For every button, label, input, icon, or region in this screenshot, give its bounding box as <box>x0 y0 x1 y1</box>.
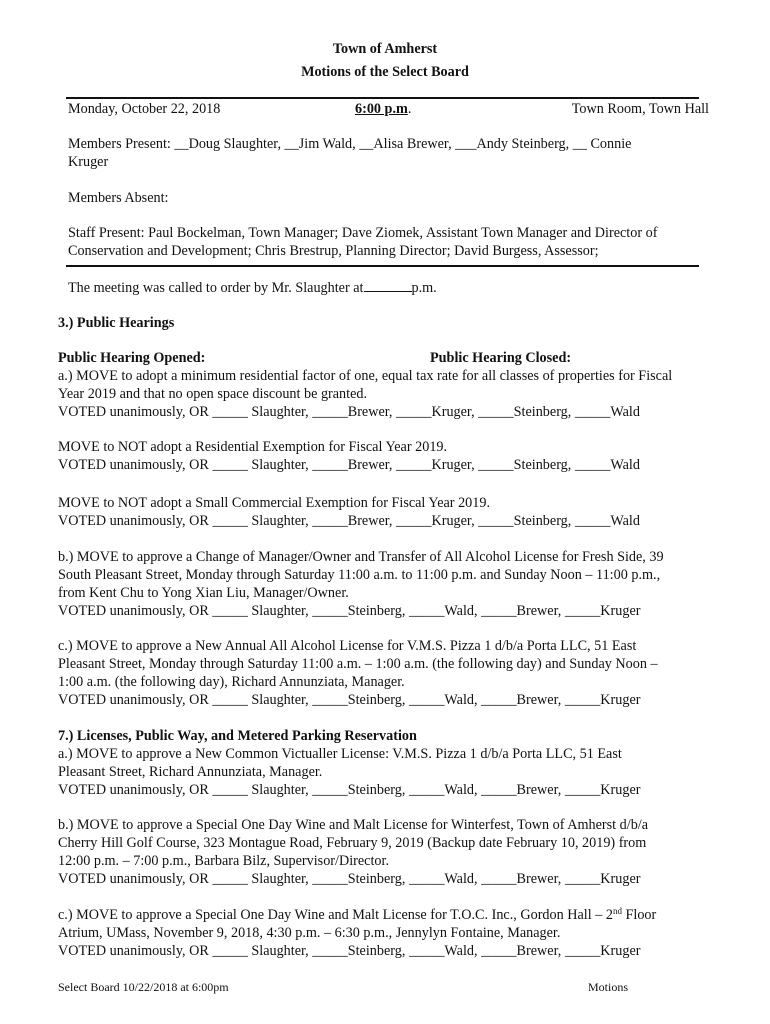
motion-commercial-exemption <box>58 494 718 530</box>
motion-line: a.) MOVE to adopt a minimum residential factor of one, equal tax rate for all classes of properties for Fiscal <box>58 368 673 384</box>
meeting-time-suffix: . <box>407 101 412 117</box>
meeting-time-value: 6:00 p.m <box>355 101 408 117</box>
called-to-order-text: The meeting was called to order by Mr. Slaughter at <box>68 280 364 296</box>
motion-line: MOVE to NOT adopt a Small Commercial Exemption for Fiscal Year 2019. <box>58 495 491 511</box>
motion-line: c.) MOVE to approve a New Annual All Alcohol License for V.M.S. Pizza 1 d/b/a Porta LLC, 51 East <box>58 638 637 654</box>
motion-7c-text-end: Floor <box>621 907 657 923</box>
vote-line: VOTED unanimously, OR _____ Slaughter, _____Brewer, _____Kruger, _____Steinberg, _____Wald <box>58 404 640 420</box>
bottom-rule <box>66 265 699 267</box>
motion-line: 12:00 p.m. – 7:00 p.m., Barbara Bilz, Supervisor/Director. <box>58 853 389 869</box>
meeting-location: Town Room, Town Hall <box>571 101 709 117</box>
motion-7b <box>58 816 718 888</box>
vote-line: VOTED unanimously, OR _____ Slaughter, _____Steinberg, _____Wald, _____Brewer, _____Kruger <box>58 943 641 959</box>
meeting-date: Monday, October 22, 2018 <box>68 101 221 117</box>
called-to-order <box>68 278 437 297</box>
motion-line: Cherry Hill Golf Course, 323 Montague Road, February 9, 2019 (Backup date February 10, 2019) from <box>58 835 647 851</box>
motion-line: b.) MOVE to approve a Change of Manager/Owner and Transfer of All Alcohol License for Fresh Side, 39 <box>58 549 664 565</box>
motion-3b <box>58 548 718 620</box>
vote-line: VOTED unanimously, OR _____ Slaughter, _____Steinberg, _____Wald, _____Brewer, _____Kruger <box>58 603 641 619</box>
motion-line: b.) MOVE to approve a Special One Day Wine and Malt License for Winterfest, Town of Amherst d/b/a <box>58 817 649 833</box>
vote-line: VOTED unanimously, OR _____ Slaughter, _____Steinberg, _____Wald, _____Brewer, _____Kruger <box>58 692 641 708</box>
staff-present-line2: Conservation and Development; Chris Brestrup, Planning Director; David Burgess, Assessor; <box>68 243 599 259</box>
motion-7c <box>58 906 718 960</box>
motion-line: from Kent Chu to Yong Xian Liu, Manager/Owner. <box>58 585 349 601</box>
members-absent: Members Absent: <box>68 190 169 206</box>
motion-7a <box>58 745 718 799</box>
motion-line: 1:00 a.m. (the following day), Richard Annunziata, Manager. <box>58 674 405 690</box>
members-present-line2: Kruger <box>68 154 109 170</box>
motion-line: Pleasant Street, Monday through Saturday 11:00 a.m. – 1:00 a.m. (the following day) and Sunday Noon – <box>58 656 658 672</box>
motion-line: MOVE to NOT adopt a Residential Exemption for Fiscal Year 2019. <box>58 439 448 455</box>
staff-present-line1: Staff Present: Paul Bockelman, Town Manager; Dave Ziomek, Assistant Town Manager and Director of <box>68 225 658 241</box>
public-hearing-closed: Public Hearing Closed: <box>430 350 572 366</box>
motion-3a <box>58 367 718 421</box>
footer-left: Select Board 10/22/2018 at 6:00pm <box>58 980 229 994</box>
top-rule <box>66 97 699 99</box>
vote-line: VOTED unanimously, OR _____ Slaughter, _____Steinberg, _____Wald, _____Brewer, _____Kruger <box>58 782 641 798</box>
called-to-order-suffix: p.m. <box>411 280 437 296</box>
document-subtitle: Motions of the Select Board <box>301 64 469 80</box>
motion-line: Atrium, UMass, November 9, 2018, 4:30 p.m. – 6:30 p.m., Jennylyn Fontaine, Manager. <box>58 925 561 941</box>
motion-line: Year 2019 and that no open space discount be granted. <box>58 386 368 402</box>
motion-line: South Pleasant Street, Monday through Saturday 11:00 a.m. to 11:00 p.m. and Sunday Noon – 11:00 p.m., <box>58 567 661 583</box>
vote-line: VOTED unanimously, OR _____ Slaughter, _____Brewer, _____Kruger, _____Steinberg, _____Wald <box>58 513 640 529</box>
meeting-time <box>355 100 411 118</box>
motion-line <box>58 906 718 924</box>
motion-line: Pleasant Street, Richard Annunziata, Manager. <box>58 764 323 780</box>
section-7-heading: 7.) Licenses, Public Way, and Metered Parking Reservation <box>58 728 417 744</box>
called-to-order-blank <box>364 278 412 292</box>
vote-line: VOTED unanimously, OR _____ Slaughter, _____Steinberg, _____Wald, _____Brewer, _____Kruger <box>58 871 641 887</box>
motion-residential-exemption <box>58 438 718 474</box>
ordinal-superscript: nd <box>612 906 622 916</box>
vote-line: VOTED unanimously, OR _____ Slaughter, _____Brewer, _____Kruger, _____Steinberg, _____Wald <box>58 457 640 473</box>
document-title: Town of Amherst <box>332 41 438 57</box>
members-present-line1: Members Present: __Doug Slaughter, __Jim Wald, __Alisa Brewer, ___Andy Steinberg, __ Connie <box>68 136 632 152</box>
footer-right: Motions <box>588 980 629 994</box>
motion-7c-text: c.) MOVE to approve a Special One Day Wine and Malt License for T.O.C. Inc., Gordon Hall – 2 <box>58 907 613 923</box>
section-3-heading: 3.) Public Hearings <box>58 315 175 331</box>
motion-3c <box>58 637 718 709</box>
public-hearing-opened: Public Hearing Opened: <box>58 350 206 366</box>
motion-line: a.) MOVE to approve a New Common Victualler License: V.M.S. Pizza 1 d/b/a Porta LLC, 51 East <box>58 746 622 762</box>
